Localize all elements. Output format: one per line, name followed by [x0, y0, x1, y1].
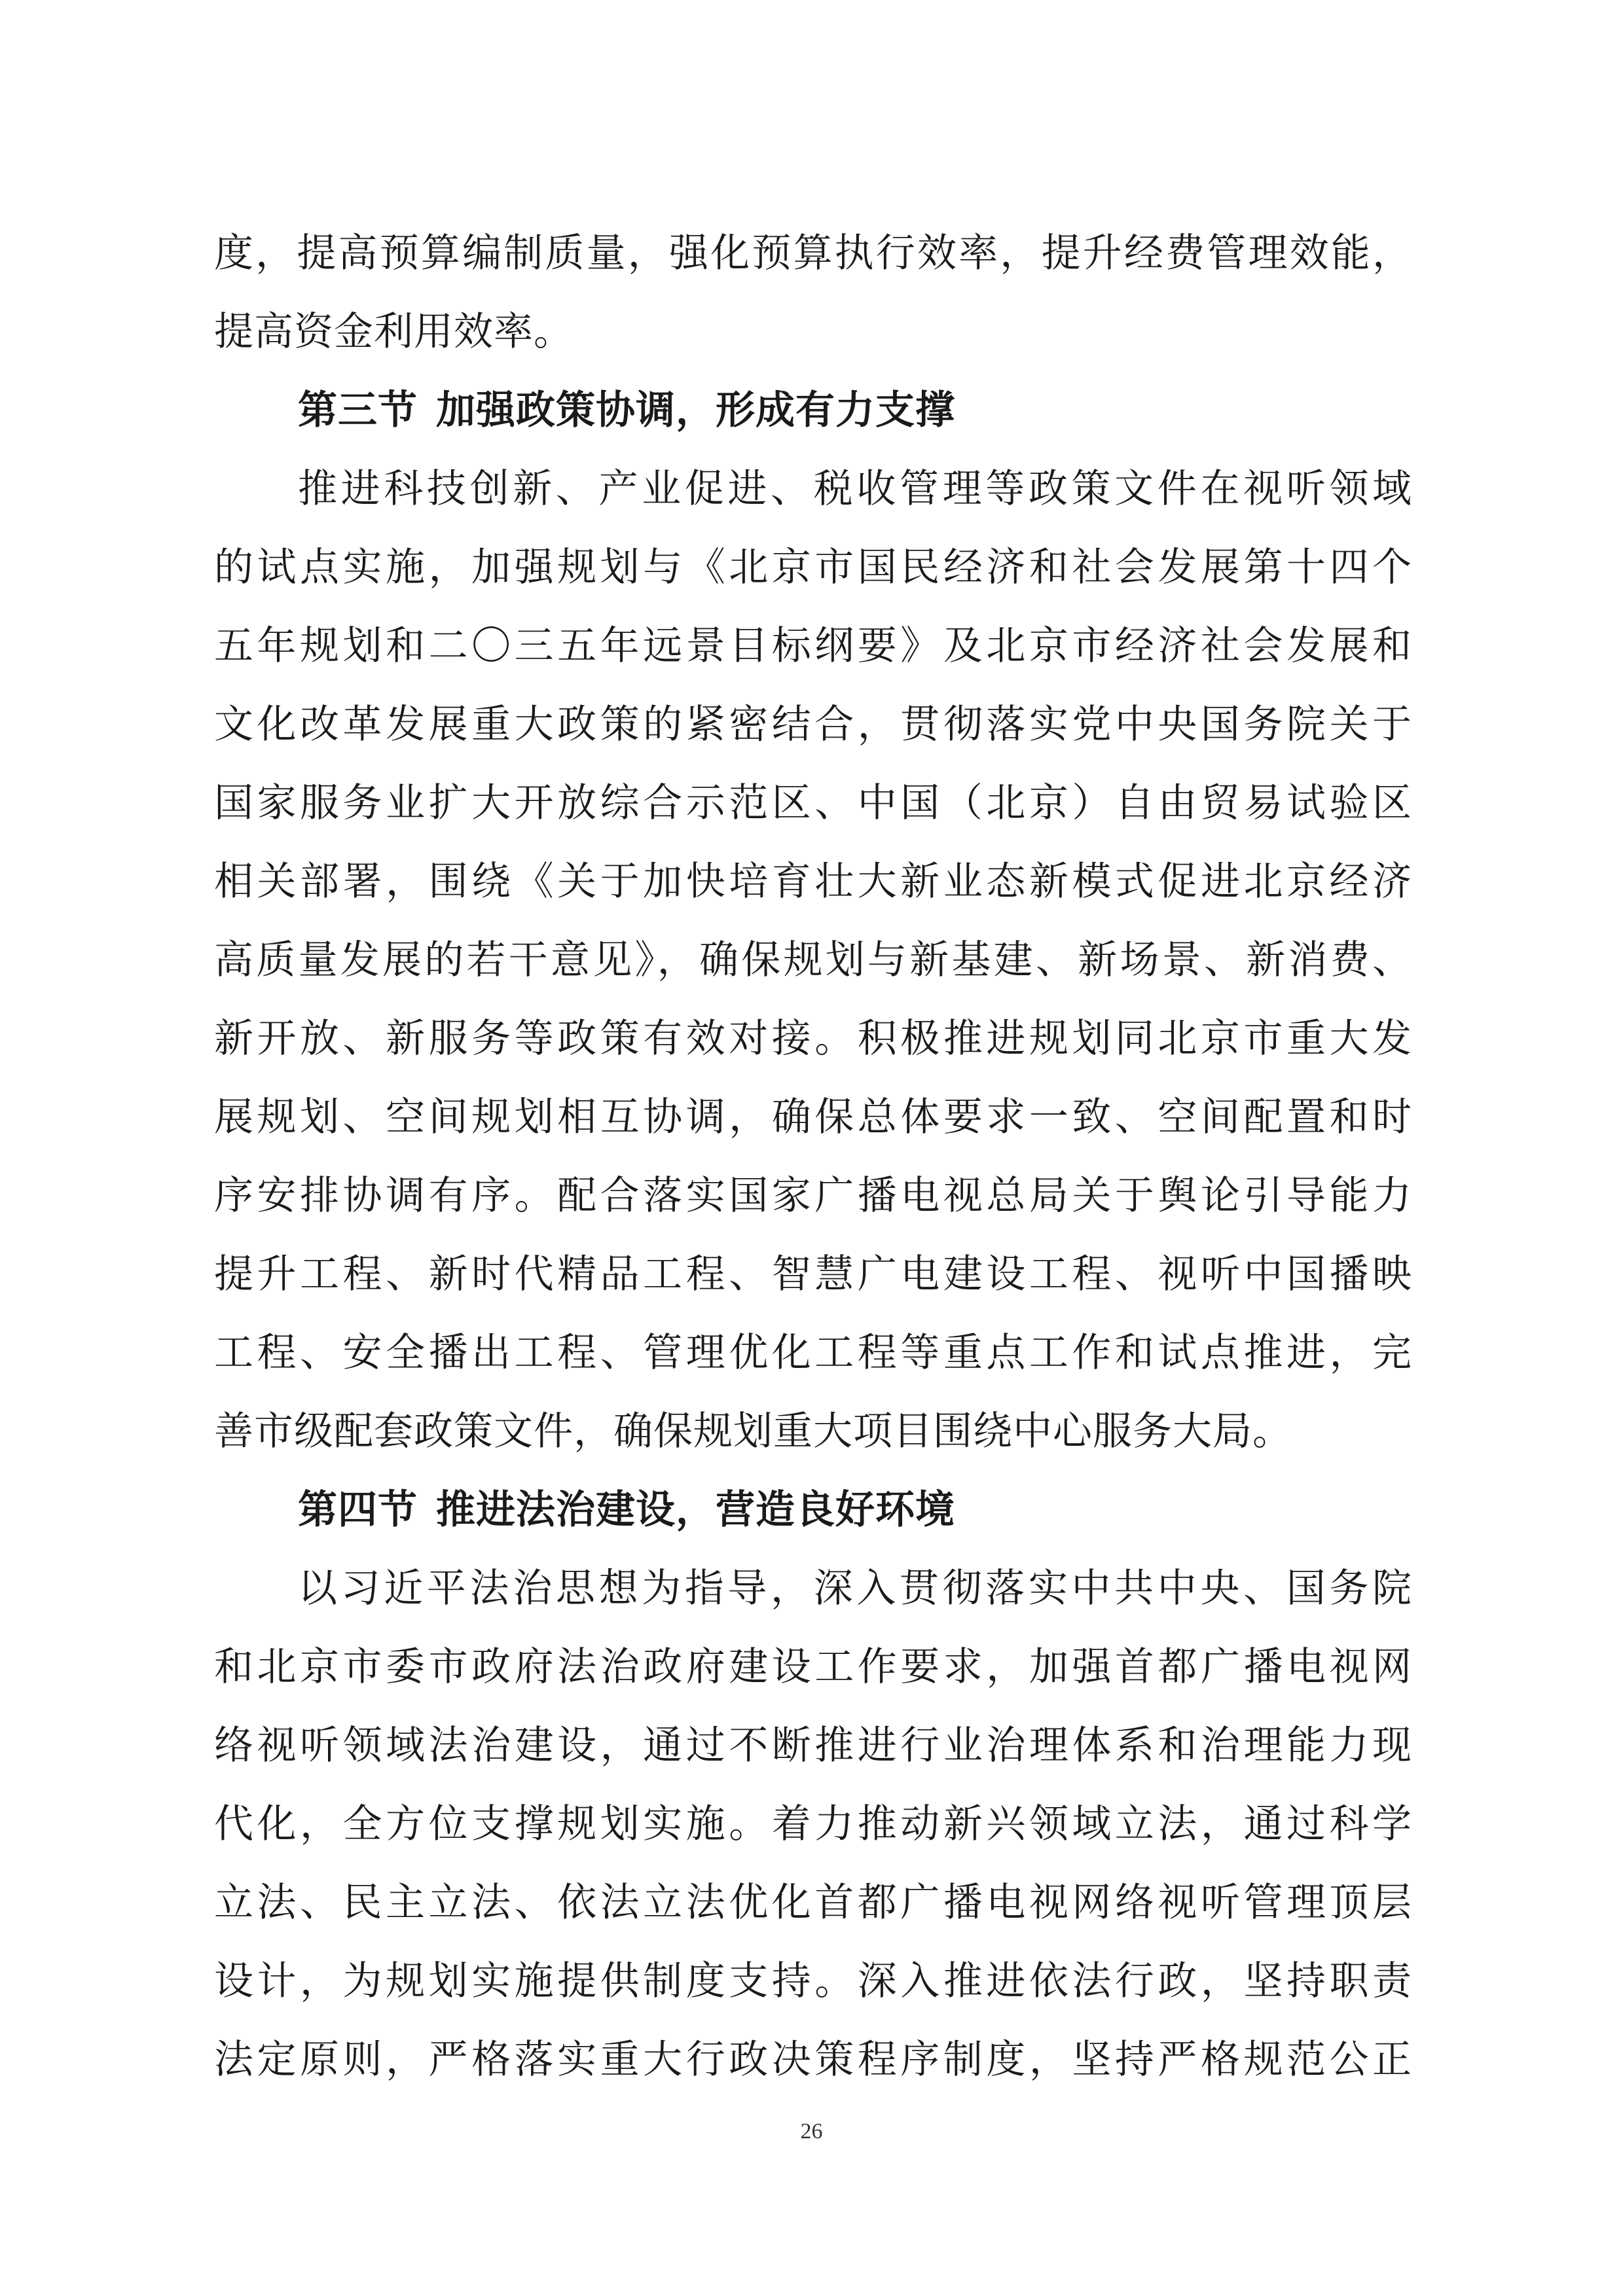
- paragraph-line: 新开放、新服务等政策有效对接。积极推进规划同北京市重大发: [214, 1016, 1412, 1062]
- paragraph-line: 展规划、空间规划相互协调，确保总体要求一致、空间配置和时: [214, 1094, 1412, 1140]
- page-number: 26: [800, 2119, 823, 2144]
- paragraph-line: 的试点实施，加强规划与《北京市国民经济和社会发展第十四个: [214, 545, 1412, 590]
- section-heading: [298, 387, 955, 433]
- paragraph-line: 高质量发展的若干意见》，确保规划与新基建、新场景、新消费、: [214, 937, 1412, 983]
- paragraph-line: 五年规划和二〇三五年远景目标纲要》及北京市经济社会发展和: [214, 623, 1412, 669]
- paragraph-line: 善市级配套政策文件，确保规划重大项目围绕中心服务大局。: [214, 1408, 1292, 1454]
- paragraph-line: 国家服务业扩大开放综合示范区、中国（北京）自由贸易试验区: [214, 780, 1412, 826]
- paragraph-line: 提高资金利用效率。: [214, 309, 574, 355]
- paragraph-line: 立法、民主立法、依法立法优化首都广播电视网络视听管理顶层: [214, 1880, 1412, 1926]
- paragraph-line: 相关部署，围绕《关于加快培育壮大新业态新模式促进北京经济: [214, 859, 1412, 905]
- paragraph-line: 法定原则，严格落实重大行政决策程序制度，坚持严格规范公正: [214, 2037, 1412, 2083]
- paragraph-line: 提升工程、新时代精品工程、智慧广电建设工程、视听中国播映: [214, 1251, 1412, 1297]
- paragraph-line: 以习近平法治思想为指导，深入贯彻落实中共中央、国务院: [298, 1566, 1412, 1611]
- section-title: 加强政策协调，形成有力支撑: [436, 387, 955, 433]
- paragraph-line: 序安排协调有序。配合落实国家广播电视总局关于舆论引导能力: [214, 1173, 1412, 1219]
- paragraph-line: 和北京市委市政府法治政府建设工作要求，加强首都广播电视网: [214, 1644, 1412, 1690]
- paragraph-line: 工程、安全播出工程、管理优化工程等重点工作和试点推进，完: [214, 1330, 1412, 1376]
- paragraph-line: 络视听领域法治建设，通过不断推进行业治理体系和治理能力现: [214, 1723, 1412, 1768]
- paragraph-line: 代化，全方位支撑规划实施。着力推动新兴领域立法，通过科学: [214, 1801, 1412, 1847]
- section-heading: [298, 1487, 955, 1533]
- paragraph-line: 文化改革发展重大政策的紧密结合，贯彻落实党中央国务院关于: [214, 702, 1412, 747]
- section-number: 第三节: [298, 387, 418, 433]
- section-title: 推进法治建设，营造良好环境: [436, 1487, 955, 1533]
- paragraph-line: 推进科技创新、产业促进、税收管理等政策文件在视听领域: [298, 466, 1412, 512]
- section-number: 第四节: [298, 1487, 418, 1533]
- paragraph-line: 度，提高预算编制质量，强化预算执行效率，提升经费管理效能，: [214, 230, 1412, 276]
- paragraph-line: 设计，为规划实施提供制度支持。深入推进依法行政，坚持职责: [214, 1958, 1412, 2004]
